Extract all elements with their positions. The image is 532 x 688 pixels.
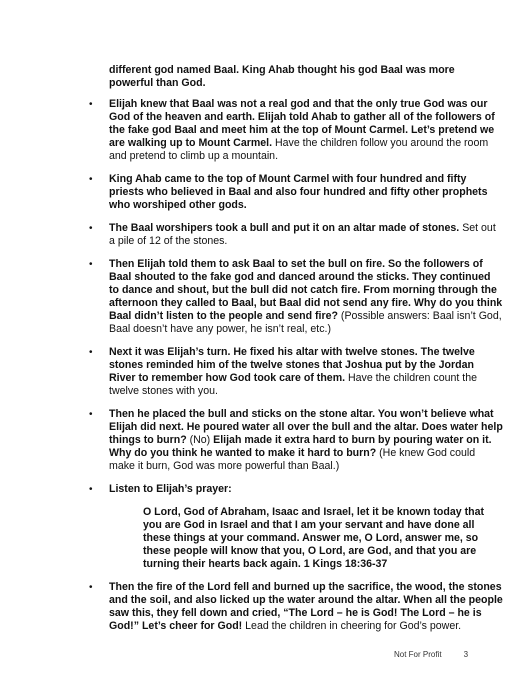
item-normal-text: Lead the children in cheering for God’s power.	[242, 620, 462, 632]
item-normal-text: Set out a pile of 12 of the stones.	[109, 222, 496, 247]
item-bold-text: Listen to Elijah’s prayer:	[109, 483, 232, 495]
bullet-icon: •	[89, 484, 93, 495]
item-normal-text: (He knew God could make it burn, God was more powerful than Baal.)	[109, 447, 476, 472]
intro-paragraph: different god named Baal. King Ahab thought his god Baal was more powerful than God.	[109, 64, 455, 89]
bullet-icon: •	[89, 174, 93, 185]
list-item	[89, 346, 503, 398]
item-normal-text: (Possible answers: Baal isn’t God, Baal doesn’t have any power, he isn’t real, etc.)	[109, 310, 502, 335]
item-normal-text: Have the children count the twelve stones with you.	[109, 372, 477, 397]
bullet-icon: •	[89, 582, 93, 593]
item-bold-text: Then he placed the bull and sticks on the stone altar. You won’t believe what Elijah did next. He poured water all over the bull and the altar. Does water help things to burn?	[109, 408, 503, 446]
list-item	[89, 173, 503, 212]
item-bold-text: Next it was Elijah’s turn. He fixed his altar with twelve stones. The twelve stones reminded him of the twelve stones that Joshua put by the Jordan River to remember how God took care of them.	[109, 346, 475, 384]
item-bold-text: Elijah made it extra hard to burn by pouring water on it. Why do you think he wanted to make it hard to burn?	[109, 434, 492, 459]
list-item	[89, 258, 503, 336]
page-footer	[394, 650, 494, 660]
item-normal-text: Have the children follow you around the room and pretend to climb up a mountain.	[109, 137, 489, 162]
item-bold-text: The Baal worshipers took a bull and put it on an altar made of stones.	[109, 222, 460, 234]
bullet-icon: •	[89, 99, 93, 110]
list-item	[89, 98, 503, 163]
list-item	[89, 483, 503, 571]
footer-text: Not For Profit	[394, 650, 442, 659]
bullet-icon: •	[89, 259, 93, 270]
bullet-icon: •	[89, 347, 93, 358]
bullet-list	[89, 98, 503, 643]
list-item	[89, 581, 503, 633]
page-number: 3	[463, 650, 469, 659]
bullet-icon: •	[89, 409, 93, 420]
item-bold-text: Then Elijah told them to ask Baal to set the bull on fire. So the followers of Baal shouted to the fake god and danced around the sticks. They continued to dance and shout, but the bull did not catch fire. From morning through the afternoon they called to Baal, but Baal did not send any fire. Why do you think Baal didn’t listen to the people and send fire?	[109, 258, 503, 322]
scripture-quote: O Lord, God of Abraham, Isaac and Israel, let it be known today that you are God in Israel and that I am your servant and have done all these things at your command. Answer me, O Lord, answer me, so these people will know that you, O Lord, are God, and that you are turning their hearts back again. 1 Kings 18:36-37	[143, 506, 485, 570]
item-normal-text: (No)	[186, 434, 214, 446]
list-item	[89, 222, 503, 248]
list-item	[89, 408, 503, 473]
item-bold-text: Then the fire of the Lord fell and burned up the sacrifice, the wood, the stones and the soil, and also licked up the water around the altar. When all the people saw this, they fell down and cried, “The Lord – he is God! The Lord – he is God!” Let’s cheer for God!	[109, 581, 503, 632]
item-bold-text: King Ahab came to the top of Mount Carmel with four hundred and fifty priests who believed in Baal and also four hundred and fifty other prophets who worshiped other gods.	[109, 173, 488, 211]
bullet-icon: •	[89, 223, 93, 234]
item-bold-text: Elijah knew that Baal was not a real god and that the only true God was our God of the heaven and earth. Elijah told Ahab to gather all of the followers of the fake god Baal and meet him at the top of Mount Carmel. Let’s pretend we are walking up to Mount Carmel.	[109, 98, 495, 149]
